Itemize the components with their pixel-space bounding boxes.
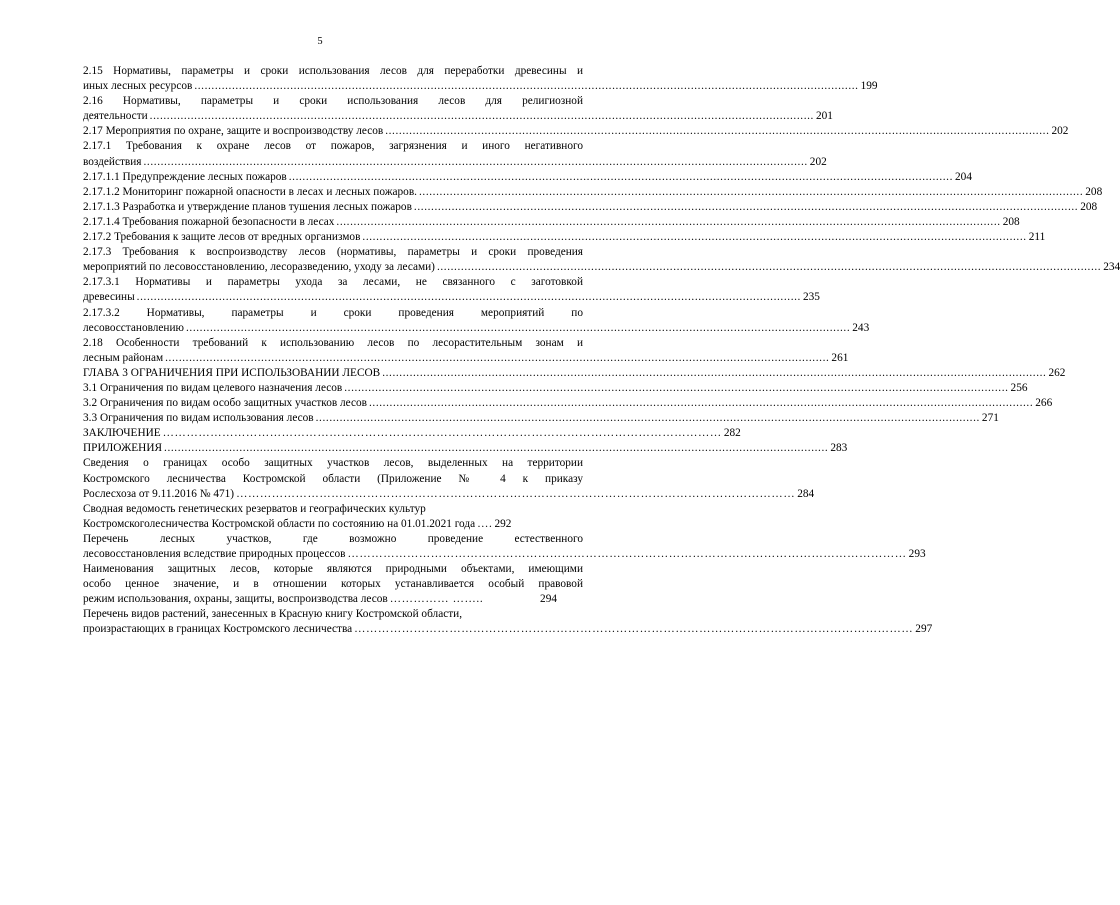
dot-leader: .................................................................................................................................................................................................. [164, 442, 829, 455]
dot-leader: .................................................................................................................................................................................................. [344, 381, 1009, 394]
toc-entry-last-line [83, 592, 583, 607]
toc-entry-title: лесовосстановления вследствие природных процессов [83, 548, 346, 560]
toc-entry-last-line [83, 411, 999, 426]
toc-entry-last-line [83, 155, 827, 170]
toc-page-number: 208 [1002, 215, 1020, 228]
toc-line: Перечень видов растений, занесенных в Красную книгу Костромской области, [83, 608, 463, 621]
toc-line: 2.17.3.2 Нормативы, параметры и сроки проведения мероприятий по [83, 306, 583, 319]
toc-page-number: 208 [1080, 200, 1098, 213]
toc-entry-title: ПРИЛОЖЕНИЯ [83, 442, 163, 455]
toc-entry-last-line [83, 487, 815, 502]
dot-leader: .................................................................................................................................................................................................. [336, 215, 1001, 228]
toc-entry-title: деятельности [83, 110, 148, 123]
toc-entry-title: Рослесхоза от 9.11.2016 № 471) [83, 487, 235, 500]
toc-page-number: 202 [1051, 125, 1069, 138]
dot-leader: .................................................................................................................................................................................................. [165, 351, 830, 364]
toc-line: 2.17.3 Требования к воспроизводству лесов (нормативы, параметры и сроки проведения [83, 246, 583, 259]
dot-leader: …………………………………………………………………………………………………………………………… [354, 623, 914, 636]
toc-entry-last-line [83, 230, 1046, 245]
toc-entry-title: 3.1 Ограничения по видам целевого назначения лесов [83, 381, 343, 394]
toc-entry-title: режим использования, охраны, защиты, воспроизводства лесов [83, 593, 388, 606]
toc-entry-title: Костромскоголесничества Костромской области по состоянию на 01.01.2021 года [83, 517, 476, 530]
dot-leader: …………………………………………………………………………………………………………………………… [236, 487, 796, 500]
toc-entry-title: лесовосстановлению [83, 321, 184, 334]
toc-page-number: 199 [860, 80, 878, 93]
toc-entry-last-line [83, 185, 1103, 200]
toc-entry-title: 2.17.2 Требования к защите лесов от вредных организмов [83, 231, 361, 244]
toc-entry-last-line [83, 200, 1098, 215]
toc-line: 2.16 Нормативы, параметры и сроки использования лесов для религиозной [83, 95, 583, 108]
dot-leader: .................................................................................................................................................................................................. [194, 80, 859, 93]
toc-page-number: 294 [540, 593, 557, 606]
toc-page-number: 266 [1035, 397, 1053, 410]
toc-entry-title: 2.17.1.3 Разработка и утверждение планов тушения лесных пожаров [83, 200, 412, 213]
dot-leader: .................................................................................................................................................................................................. [362, 231, 1027, 244]
dot-leader: .................................................................................................................................................................................................. [288, 170, 954, 183]
toc-page-number: 256 [1010, 381, 1028, 394]
toc-page-number: 201 [815, 110, 833, 123]
table-of-contents [83, 64, 1120, 638]
toc-entry-title: воздействия [83, 155, 142, 168]
toc-entry-title: мероприятий по лесовосстановлению, лесоразведению, уходу за лесами) [83, 261, 435, 274]
toc-entry-last-line [83, 396, 1053, 411]
page-number: 5 [317, 36, 323, 47]
toc-page-number: 271 [981, 412, 999, 425]
toc-page-number: 283 [830, 442, 848, 455]
toc-line: особо ценное значение, и в отношении которых устанавливается особый правовой [83, 578, 583, 591]
toc-page-number: 261 [831, 351, 849, 364]
toc-line: Сводная ведомость генетических резерватов и географических культур [83, 502, 426, 515]
dot-leader: .................................................................................................................................................................................................. [315, 412, 980, 425]
toc-entry-last-line [83, 381, 1028, 396]
dot-leader: …. [477, 517, 493, 530]
dot-leader: .................................................................................................................................................................................................. [436, 261, 1102, 274]
toc-entry-title: 2.17.1.4 Требования пожарной безопасности в лесах [83, 215, 335, 228]
dot-leader: .................................................................................................................................................................................................. [418, 185, 1084, 198]
toc-entry-last-line [83, 170, 972, 185]
dot-leader: .................................................................................................................................................................................................. [382, 366, 1047, 379]
toc-line: 2.17.3.1 Нормативы и параметры ухода за лесами, не связанного с заготовкой [83, 276, 583, 289]
toc-entry-title: ЗАКЛЮЧЕНИЕ [83, 427, 161, 440]
toc-line: 2.17.1 Требования к охране лесов от пожаров, загрязнения и иного негативного [83, 140, 583, 153]
toc-entry-title: 3.2 Ограничения по видам особо защитных участков лесов [83, 397, 367, 410]
toc-page-number: 234 [1103, 261, 1120, 274]
dot-leader: .................................................................................................................................................................................................. [143, 155, 808, 168]
toc-entry-last-line [83, 124, 1069, 139]
dot-leader: …………… …….. [389, 593, 484, 606]
dot-leader: .................................................................................................................................................................................................. [185, 321, 851, 334]
toc-entry-title: древесины [83, 291, 135, 304]
toc-entry-last-line [83, 441, 848, 456]
toc-page-number: 297 [915, 623, 933, 636]
toc-page-number: 235 [802, 291, 820, 304]
toc-entry-title: лесным районам [83, 351, 164, 364]
toc-page-number: 284 [797, 487, 815, 500]
toc-entry-title: 2.17.1.1 Предупреждение лесных пожаров [83, 170, 287, 183]
toc-page-number: 243 [852, 321, 870, 334]
toc-page-number: 204 [955, 170, 972, 183]
dot-leader: .................................................................................................................................................................................................. [149, 110, 814, 123]
toc-entry-last-line [83, 260, 1120, 275]
toc-line: Перечень лесных участков, где возможно проведение естественного [83, 532, 583, 545]
toc-entry-last-line [83, 426, 741, 441]
toc-entry-last-line [83, 109, 833, 124]
dot-leader: .................................................................................................................................................................................................. [385, 125, 1050, 138]
toc-page-number: 292 [494, 517, 512, 530]
toc-entry-last-line [83, 622, 933, 637]
toc-entry-last-line [83, 547, 926, 562]
toc-entry-title: 2.17.1.2 Мониторинг пожарной опасности в лесах и лесных пожаров. [83, 185, 417, 198]
toc-entry-last-line [83, 517, 583, 532]
toc-line: Сведения о границах особо защитных участков лесов, выделенных на территории [83, 457, 583, 470]
toc-line: Костромского лесничества Костромской области (Приложение № 4 к приказу [83, 472, 583, 485]
toc-entry-title: ГЛАВА 3 ОГРАНИЧЕНИЯ ПРИ ИСПОЛЬЗОВАНИИ ЛЕСОВ [83, 366, 381, 379]
toc-entry-last-line [83, 321, 870, 336]
toc-page-number: 208 [1085, 185, 1103, 198]
toc-line: 2.18 Особенности требований к использованию лесов по лесорастительным зонам и [83, 336, 583, 349]
toc-page-number: 282 [723, 427, 741, 440]
dot-leader: …………………………………………………………………………………………………………………………… [162, 427, 722, 440]
dot-leader: .................................................................................................................................................................................................. [368, 397, 1034, 410]
toc-entry-title: иных лесных ресурсов [83, 80, 193, 93]
toc-entry-title: 2.17 Мероприятия по охране, защите и воспроизводству лесов [83, 125, 384, 138]
toc-entry-last-line [83, 79, 878, 94]
dot-leader: .................................................................................................................................................................................................. [413, 200, 1079, 213]
toc-entry-last-line [83, 351, 849, 366]
toc-entry-last-line [83, 366, 1066, 381]
toc-page-number: 211 [1028, 231, 1046, 244]
toc-page-number: 293 [908, 548, 926, 560]
toc-entry-last-line [83, 215, 1020, 230]
toc-line: Наименования защитных лесов, которые являются природными объектами, имеющими [83, 563, 583, 576]
toc-entry-last-line [83, 290, 820, 305]
toc-page-number: 202 [809, 155, 827, 168]
toc-entry-title: произрастающих в границах Костромского лесничества [83, 623, 353, 636]
dot-leader: .................................................................................................................................................................................................. [136, 291, 801, 304]
dot-leader: …………………………………………………………………………………………………………………………… [347, 548, 907, 560]
toc-page-number: 262 [1048, 366, 1066, 379]
toc-line: 2.15 Нормативы, параметры и сроки использования лесов для переработки древесины и [83, 65, 583, 77]
toc-entry-title: 3.3 Ограничения по видам использования лесов [83, 412, 314, 425]
